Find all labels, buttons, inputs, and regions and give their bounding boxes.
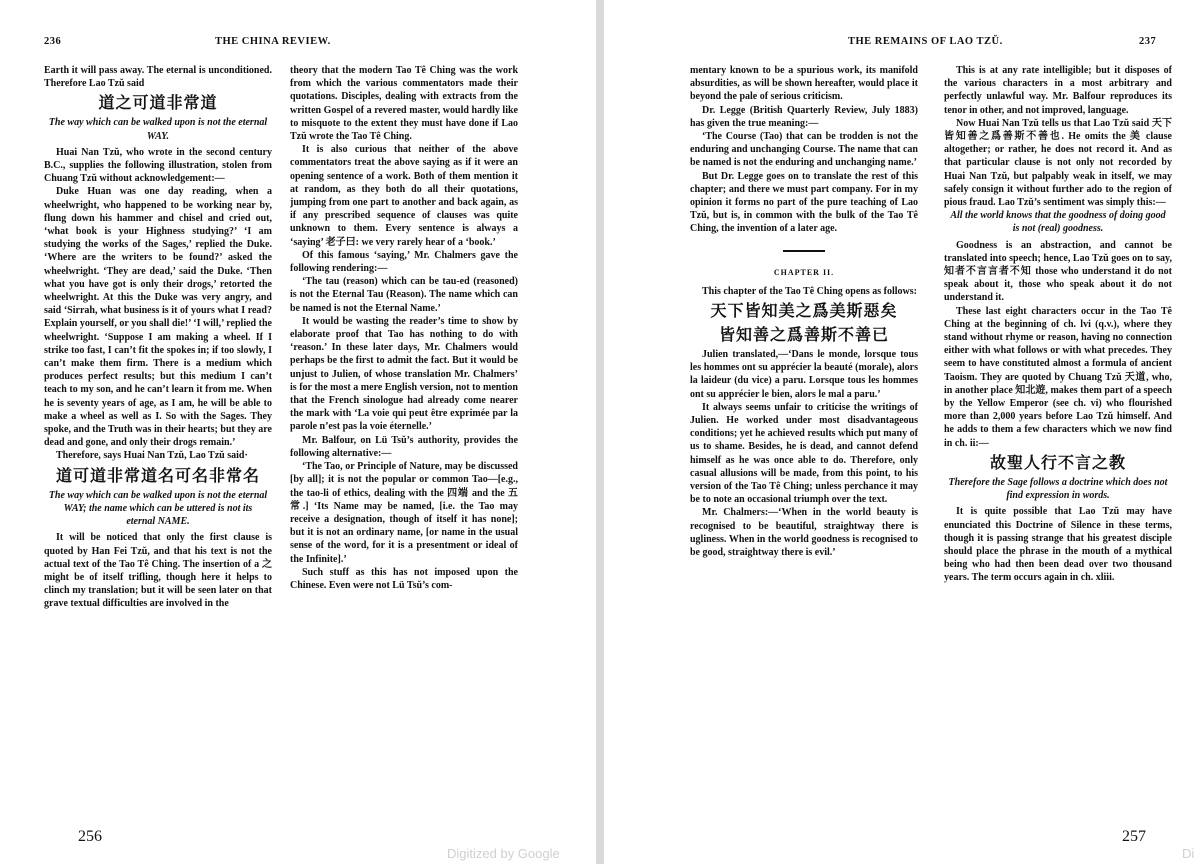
paragraph: theory that the modern Tao Tê Ching was the work from which the various commentators made their quotations. Disciples, dealing with extracts from the written Gospel of a revered master, would hardly like to misquote to the extent they must have done if Lao Tzŭ wrote the Tao Tê Ching. — [290, 65, 518, 143]
paragraph: ‘The Course (Tao) that can be trodden is not the enduring and unchanging Course. The name that can be named is not the enduring and unchanging name.’ — [690, 131, 918, 169]
paragraph: It is also curious that neither of the above commentators treat the above saying as if it were an opening sentence of a work. Both of them mention it at random, as they both do all their quotations, jumping from one part to another and back again, as if any prescribed sequence of clauses was quite unknown to them. Every sentence is always a ‘saying’ 老子曰: we very rarely hear of a ‘book.’ — [290, 144, 518, 248]
column-1 — [690, 64, 918, 819]
paragraph: Mr. Chalmers:—‘When in the world beauty is recognised to be beautiful, straightway there is ugliness. When in the world goodness is recognised to be good, straightway there is evil.’ — [690, 507, 918, 559]
paragraph: mentary known to be a spurious work, its manifold absurdities, as will be shown hereafter, would place it beyond the pale of serious criticism. — [690, 65, 918, 103]
chinese-quote: 道之可道非常道 — [98, 93, 218, 113]
translation: The way which can be walked upon is not the eternal WAY; the name which can be uttered is not its eternal NAME. — [48, 489, 268, 528]
paragraph: Dr. Legge (British Quarterly Review, July 1883) has given the true meaning:— — [690, 104, 918, 129]
paragraph: This chapter of the Tao Tê Ching opens as follows: — [702, 285, 917, 297]
paragraph: This is at any rate intelligible; but it disposes of the various characters in a most arbitrary and perfectly unlawful way. Mr. Balfour reproduces its tenor in other, and not improved, language. — [944, 65, 1172, 116]
chinese-quote: 天下皆知美之爲美斯惡矣 — [710, 301, 898, 321]
paragraph: These last eight characters occur in the Tao Tê Ching at the beginning of ch. lvi (q.v.), where they stand without rhyme or reason, having no connection either with what follows or with what precedes. They seem to have constituted almost a formula of ancient Taoism. They are quoted by Chuang Tzŭ 天道, who, in another place 知北遊, makes them part of a speech by the Yellow Emperor (see ch. vi) who flourished more than 2,000 years before Lao Tzŭ himself. And he adds to them a few characters which we now find in ch. ii:— — [944, 305, 1172, 449]
translation: All the world knows that the goodness of doing good is not (real) goodness. — [950, 210, 1166, 235]
paragraph: It always seems unfair to criticise the writings of Julien. He worked under most disadvantageous conditions; yet he achieved results which put many of us to shame. Besides, he is dead, and cannot defend himself as he was once able to do. Therefore, only casual allusions will be made, from this point, to his version of the Tao Tê Ching; unless perchance it may be to note an occasional triumph over the text. — [690, 401, 918, 506]
paragraph: Such stuff as this has not imposed upon the Chinese. Even were not Lü Tsŭ’s com- — [290, 566, 518, 591]
paragraph: Duke Huan was one day reading, when a wheelwright, who happened to be working near by, flung down his hammer and chisel and cried out, ‘what book is your Highness studying?’ ‘I am studying the works of the Sages,’ replied the Duke. ‘Where are the writers to be found?’ asked the wheelwright. ‘They are dead,’ said the Duke. ‘Then what you have got is only their drogs,’ retorted the wheelwright. At this the Duke was very angry, and said ‘Sirrah, what business is it of yours what I read? Explain yourself, or you shall die!’ ‘I will,’ replied the wheelwright. ‘Suppose I am making a wheel. If I strike too fast, I can’t fit the spokes in; if too slowly, I can’t make them firm. There is a medium which produces perfect results; but this medium I can’t teach to my son, and he can’t learn it from me. When he is seventy years of age, as I am, he will be able to make a wheel as well as I. So with the Sages. They spoke, and the Truth was in their hearts; but they are dead and gone, and only their drogs remain.’ — [44, 186, 272, 449]
paragraph: Therefore, says Huai Nan Tzŭ, Lao Tzŭ said· — [56, 450, 248, 462]
running-page-number: 237 — [1139, 36, 1157, 47]
chapter-heading: CHAPTER II. — [773, 267, 835, 277]
column-2 — [944, 64, 1172, 819]
chinese-quote: 道可道非常道名可名非常名 — [55, 465, 260, 485]
paragraph: Earth it will pass away. The eternal is unconditioned. Therefore Lao Tzŭ said — [44, 65, 272, 90]
digitized-watermark: Digitized by Google — [447, 846, 560, 861]
scan-page-number: 257 — [1122, 828, 1146, 845]
paragraph: It will be noticed that only the first clause is quoted by Han Fei Tzŭ, and that his text is not the actual text of the Tao Tê Ching. The insertion of a 之 might be of itself trifling, though here it helps to clinch my translation; but it will be seen later on that grave textual difficulties are involved in the — [44, 532, 272, 610]
paragraph: But Dr. Legge goes on to translate the rest of this chapter; and there we must part company. For in my opinion it forms no part of the pure teaching of Lao Tzŭ, but is, in common with the bulk of the Tao Tê Ching, the invention of a later age. — [690, 170, 918, 235]
digitized-watermark-fragment: Di — [1182, 846, 1195, 861]
paragraph: Goodness is an abstraction, and cannot be translated into speech; hence, Lao Tzŭ goes on to say, 知者不言言者不知 those who understand it do not speak about it, those who speak about it do not understand it. — [944, 239, 1172, 304]
chinese-quote: 皆知善之爲善斯不善已 — [718, 325, 889, 345]
scan-page-number: 256 — [78, 828, 102, 845]
translation: The way which can be walked upon is not the eternal WAY. — [48, 117, 268, 142]
running-title: THE REMAINS OF LAO TZŬ. — [848, 36, 1003, 47]
section-rule — [783, 250, 825, 252]
left-page — [0, 0, 596, 864]
translation: Therefore the Sage follows a doctrine which does not find expression in words. — [948, 476, 1168, 502]
paragraph: Huai Nan Tzŭ, who wrote in the second century B.C., supplies the following illustration, stolen from Chuang Tzŭ without acknowledgement:— — [44, 146, 272, 185]
chinese-quote: 故聖人行不言之教 — [989, 452, 1126, 472]
paragraph: ‘The Tao, or Principle of Nature, may be discussed [by all]; it is not the popular or common Tao—[e.g., the tao-li of ethics, dealing with the 四端 and the 五常.] ‘Its Name may be named, [i.e. the Tao may receive a designation, though of itself it has none]; but it is not an ordinary name, [or name in the usual sense of the word, for it is a presentment or ideal of the Infinite].’ — [290, 461, 518, 565]
column-1 — [44, 64, 272, 819]
running-title: THE CHINA REVIEW. — [215, 36, 331, 47]
paragraph: Now Huai Nan Tzŭ tells us that Lao Tzŭ said 天下皆知善之爲善斯不善也. He omits the 美 clause altogether; or rather, he does not record it. And as that particular clause is not only not recorded by Huai Nan Tzŭ, but palpably weak in itself, we may safely consign it without further ado to the region of pious fraud. Lao Tzŭ’s sentiment was simply this:— — [944, 117, 1172, 209]
paragraph: Mr. Balfour, on Lü Tsŭ’s authority, provides the following alternative:— — [290, 434, 518, 459]
paragraph: Of this famous ‘saying,’ Mr. Chalmers gave the following rendering:— — [290, 249, 518, 275]
paragraph: It is quite possible that Lao Tzŭ may have enunciated this Doctrine of Silence in these terms, though it is passing strange that his greatest disciple should place the phrase in the mouth of a mythical being who had then been dead over two thousand years. The term occurs again in ch. xliii. — [944, 506, 1172, 584]
paragraph: ‘The tau (reason) which can be tau-ed (reasoned) is not the Eternal Tau (Reason). The name which can be named is not the Eternal Name.’ — [290, 276, 518, 314]
paragraph: It would be wasting the reader’s time to show by elaborate proof that Tao has nothing to do with ‘reason.’ In these later days, Mr. Chalmers would perhaps be the first to admit the fact. But it would be unjust to Julien, of whose translation Mr. Chalmers’ is for the most a mere English version, not to mention that the French sinologue had already come nearer the mark with ‘La voie qui peut être exprimée par la parole n’est pas la voie éternelle.’ — [290, 315, 518, 433]
paragraph: Julien translated,—‘Dans le monde, lorsque tous les hommes ont su apprécier la beauté (morale), alors la laideur (du vice) a paru. Lorsque tous les hommes ont su apprécier le bien, alors le mal a paru.’ — [690, 349, 918, 400]
page-gutter — [596, 0, 604, 864]
running-page-number: 236 — [44, 36, 62, 47]
column-2 — [290, 64, 518, 819]
right-page — [604, 0, 1200, 864]
